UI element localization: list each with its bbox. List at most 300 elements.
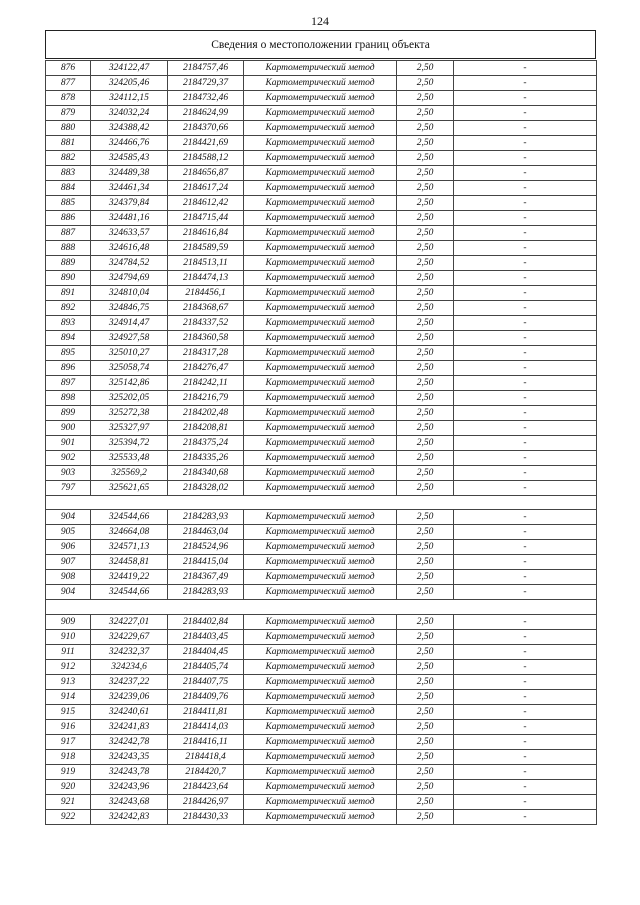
empty-cell [397,600,454,614]
method-cell: Картометрический метод [244,659,397,674]
coord-y-cell: 2184283,93 [168,585,244,600]
method-cell: Картометрический метод [244,181,397,196]
accuracy-cell: 2,50 [397,674,454,689]
point-number-cell: 883 [46,166,91,181]
method-cell: Картометрический метод [244,779,397,794]
table-row [46,361,597,376]
description-cell: - [454,585,597,600]
coord-y-cell: 2184370,66 [168,121,244,136]
table-row [46,540,597,555]
table-row [46,136,597,151]
accuracy-cell: 2,50 [397,391,454,406]
table-row [46,481,597,496]
point-number-cell: 915 [46,704,91,719]
coord-x-cell: 324544,66 [91,510,168,525]
method-cell: Картометрический метод [244,629,397,644]
method-cell: Картометрический метод [244,376,397,391]
point-number-cell: 886 [46,211,91,226]
coord-y-cell: 2184404,45 [168,644,244,659]
description-cell: - [454,644,597,659]
method-cell: Картометрический метод [244,794,397,809]
coord-y-cell: 2184612,42 [168,196,244,211]
method-cell: Картометрический метод [244,391,397,406]
method-cell: Картометрический метод [244,151,397,166]
coord-x-cell: 324239,06 [91,689,168,704]
description-cell: - [454,331,597,346]
table-row [46,704,597,719]
description-cell: - [454,151,597,166]
accuracy-cell: 2,50 [397,181,454,196]
point-number-cell: 919 [46,764,91,779]
accuracy-cell: 2,50 [397,540,454,555]
point-number-cell: 893 [46,316,91,331]
method-cell: Картометрический метод [244,136,397,151]
accuracy-cell: 2,50 [397,91,454,106]
accuracy-cell: 2,50 [397,466,454,481]
group-separator-row [46,496,597,510]
coord-x-cell: 324232,37 [91,644,168,659]
table-row [46,719,597,734]
coord-x-cell: 324237,22 [91,674,168,689]
method-cell: Картометрический метод [244,704,397,719]
description-cell: - [454,764,597,779]
accuracy-cell: 2,50 [397,689,454,704]
point-number-cell: 914 [46,689,91,704]
method-cell: Картометрический метод [244,809,397,824]
coord-y-cell: 2184715,44 [168,211,244,226]
method-cell: Картометрический метод [244,226,397,241]
empty-cell [244,600,397,614]
description-cell: - [454,391,597,406]
coord-x-cell: 324616,48 [91,241,168,256]
description-cell: - [454,181,597,196]
coord-x-cell: 324810,04 [91,286,168,301]
coord-x-cell: 324388,42 [91,121,168,136]
table-row [46,510,597,525]
boundary-table [45,60,597,825]
coord-y-cell: 2184242,11 [168,376,244,391]
table-row [46,585,597,600]
table-row [46,226,597,241]
accuracy-cell: 2,50 [397,151,454,166]
point-number-cell: 922 [46,809,91,824]
method-cell: Картометрический метод [244,689,397,704]
table-row [46,689,597,704]
accuracy-cell: 2,50 [397,764,454,779]
empty-cell [454,600,597,614]
coord-x-cell: 324227,01 [91,614,168,629]
coord-y-cell: 2184414,03 [168,719,244,734]
method-cell: Картометрический метод [244,91,397,106]
point-number-cell: 878 [46,91,91,106]
point-number-cell: 894 [46,331,91,346]
coord-y-cell: 2184757,46 [168,61,244,76]
point-number-cell: 880 [46,121,91,136]
coord-y-cell: 2184624,99 [168,106,244,121]
method-cell: Картометрический метод [244,271,397,286]
empty-cell [454,496,597,510]
method-cell: Картометрический метод [244,241,397,256]
description-cell: - [454,614,597,629]
method-cell: Картометрический метод [244,555,397,570]
description-cell: - [454,121,597,136]
accuracy-cell: 2,50 [397,136,454,151]
group-separator-row [46,600,597,614]
coord-y-cell: 2184513,11 [168,256,244,271]
point-number-cell: 876 [46,61,91,76]
point-number-cell: 884 [46,181,91,196]
accuracy-cell: 2,50 [397,331,454,346]
accuracy-cell: 2,50 [397,226,454,241]
method-cell: Картометрический метод [244,481,397,496]
coord-x-cell: 325202,05 [91,391,168,406]
coord-x-cell: 324205,46 [91,76,168,91]
accuracy-cell: 2,50 [397,406,454,421]
coord-y-cell: 2184368,67 [168,301,244,316]
empty-cell [244,496,397,510]
point-number-cell: 920 [46,779,91,794]
description-cell: - [454,540,597,555]
method-cell: Картометрический метод [244,749,397,764]
method-cell: Картометрический метод [244,719,397,734]
empty-cell [46,600,91,614]
description-cell: - [454,510,597,525]
coord-y-cell: 2184407,75 [168,674,244,689]
coord-x-cell: 325533,48 [91,451,168,466]
method-cell: Картометрический метод [244,674,397,689]
coord-y-cell: 2184360,58 [168,331,244,346]
method-cell: Картометрический метод [244,525,397,540]
table-row [46,121,597,136]
page-number: 124 [311,14,329,28]
coord-x-cell: 324241,83 [91,719,168,734]
coord-x-cell: 324419,22 [91,570,168,585]
table-title: Сведения о местоположении границ объекта [211,38,430,51]
accuracy-cell: 2,50 [397,734,454,749]
coord-x-cell: 325621,65 [91,481,168,496]
accuracy-cell: 2,50 [397,436,454,451]
description-cell: - [454,779,597,794]
accuracy-cell: 2,50 [397,719,454,734]
accuracy-cell: 2,50 [397,629,454,644]
method-cell: Картометрический метод [244,421,397,436]
description-cell: - [454,61,597,76]
coord-y-cell: 2184729,37 [168,76,244,91]
coord-x-cell: 324664,08 [91,525,168,540]
accuracy-cell: 2,50 [397,555,454,570]
coord-y-cell: 2184589,59 [168,241,244,256]
method-cell: Картометрический метод [244,331,397,346]
coord-y-cell: 2184463,04 [168,525,244,540]
description-cell: - [454,406,597,421]
coord-x-cell: 324794,69 [91,271,168,286]
point-number-cell: 910 [46,629,91,644]
accuracy-cell: 2,50 [397,794,454,809]
description-cell: - [454,809,597,824]
coord-x-cell: 324112,15 [91,91,168,106]
empty-cell [91,496,168,510]
coord-x-cell: 324243,68 [91,794,168,809]
table-body [46,61,597,825]
description-cell: - [454,91,597,106]
description-cell: - [454,211,597,226]
point-number-cell: 879 [46,106,91,121]
table-row [46,749,597,764]
coord-y-cell: 2184276,47 [168,361,244,376]
table-row [46,451,597,466]
table-row [46,76,597,91]
description-cell: - [454,555,597,570]
table-row [46,316,597,331]
point-number-cell: 902 [46,451,91,466]
description-cell: - [454,421,597,436]
point-number-cell: 909 [46,614,91,629]
point-number-cell: 907 [46,555,91,570]
table-row [46,809,597,824]
accuracy-cell: 2,50 [397,211,454,226]
description-cell: - [454,674,597,689]
coord-x-cell: 324571,13 [91,540,168,555]
coord-x-cell: 324585,43 [91,151,168,166]
accuracy-cell: 2,50 [397,659,454,674]
coord-x-cell: 325142,86 [91,376,168,391]
description-cell: - [454,226,597,241]
method-cell: Картометрический метод [244,734,397,749]
method-cell: Картометрический метод [244,540,397,555]
description-cell: - [454,361,597,376]
coord-y-cell: 2184415,04 [168,555,244,570]
method-cell: Картометрический метод [244,570,397,585]
coord-y-cell: 2184405,74 [168,659,244,674]
empty-cell [168,496,244,510]
description-cell: - [454,196,597,211]
point-number-cell: 913 [46,674,91,689]
description-cell: - [454,316,597,331]
method-cell: Картометрический метод [244,256,397,271]
empty-cell [46,496,91,510]
description-cell: - [454,689,597,704]
point-number-cell: 904 [46,585,91,600]
description-cell: - [454,376,597,391]
coord-y-cell: 2184426,97 [168,794,244,809]
accuracy-cell: 2,50 [397,779,454,794]
coord-x-cell: 324927,58 [91,331,168,346]
table-row [46,674,597,689]
accuracy-cell: 2,50 [397,570,454,585]
table-row [46,659,597,674]
point-number-cell: 890 [46,271,91,286]
table-row [46,301,597,316]
coord-x-cell: 324489,38 [91,166,168,181]
point-number-cell: 898 [46,391,91,406]
empty-cell [397,496,454,510]
point-number-cell: 900 [46,421,91,436]
table-row [46,734,597,749]
description-cell: - [454,659,597,674]
method-cell: Картометрический метод [244,764,397,779]
point-number-cell: 906 [46,540,91,555]
table-row [46,196,597,211]
method-cell: Картометрический метод [244,451,397,466]
method-cell: Картометрический метод [244,466,397,481]
accuracy-cell: 2,50 [397,286,454,301]
point-number-cell: 885 [46,196,91,211]
description-cell: - [454,346,597,361]
table-row [46,241,597,256]
accuracy-cell: 2,50 [397,704,454,719]
coord-y-cell: 2184430,33 [168,809,244,824]
table-row [46,376,597,391]
description-cell: - [454,629,597,644]
method-cell: Картометрический метод [244,211,397,226]
coord-y-cell: 2184732,46 [168,91,244,106]
table-row [46,331,597,346]
accuracy-cell: 2,50 [397,585,454,600]
coord-x-cell: 325569,2 [91,466,168,481]
coord-x-cell: 324122,47 [91,61,168,76]
method-cell: Картометрический метод [244,61,397,76]
accuracy-cell: 2,50 [397,451,454,466]
coord-y-cell: 2184474,13 [168,271,244,286]
method-cell: Картометрический метод [244,76,397,91]
table-row [46,570,597,585]
description-cell: - [454,271,597,286]
accuracy-cell: 2,50 [397,121,454,136]
description-cell: - [454,166,597,181]
description-cell: - [454,466,597,481]
empty-cell [168,600,244,614]
description-cell: - [454,734,597,749]
accuracy-cell: 2,50 [397,614,454,629]
coord-y-cell: 2184337,52 [168,316,244,331]
point-number-cell: 895 [46,346,91,361]
coord-x-cell: 324466,76 [91,136,168,151]
accuracy-cell: 2,50 [397,76,454,91]
table-row [46,555,597,570]
coord-x-cell: 325327,97 [91,421,168,436]
table-row [46,271,597,286]
description-cell: - [454,481,597,496]
table-row [46,151,597,166]
coord-y-cell: 2184420,7 [168,764,244,779]
table-row [46,779,597,794]
table-row [46,106,597,121]
table-row [46,391,597,406]
coord-y-cell: 2184375,24 [168,436,244,451]
coord-y-cell: 2184524,96 [168,540,244,555]
description-cell: - [454,76,597,91]
method-cell: Картометрический метод [244,196,397,211]
coord-y-cell: 2184216,79 [168,391,244,406]
method-cell: Картометрический метод [244,436,397,451]
accuracy-cell: 2,50 [397,481,454,496]
accuracy-cell: 2,50 [397,61,454,76]
coord-x-cell: 324234,6 [91,659,168,674]
accuracy-cell: 2,50 [397,241,454,256]
coord-y-cell: 2184317,28 [168,346,244,361]
point-number-cell: 889 [46,256,91,271]
coord-x-cell: 324243,78 [91,764,168,779]
point-number-cell: 911 [46,644,91,659]
table-row [46,181,597,196]
coord-y-cell: 2184402,84 [168,614,244,629]
description-cell: - [454,451,597,466]
table-header [45,30,596,59]
point-number-cell: 797 [46,481,91,496]
point-number-cell: 912 [46,659,91,674]
coord-x-cell: 324544,66 [91,585,168,600]
method-cell: Картометрический метод [244,644,397,659]
coord-x-cell: 324243,96 [91,779,168,794]
description-cell: - [454,525,597,540]
description-cell: - [454,136,597,151]
accuracy-cell: 2,50 [397,106,454,121]
coord-y-cell: 2184617,24 [168,181,244,196]
coord-y-cell: 2184418,4 [168,749,244,764]
coord-x-cell: 324846,75 [91,301,168,316]
coord-y-cell: 2184202,48 [168,406,244,421]
table-row [46,166,597,181]
point-number-cell: 881 [46,136,91,151]
point-number-cell: 903 [46,466,91,481]
empty-cell [91,600,168,614]
coord-x-cell: 324379,84 [91,196,168,211]
coord-x-cell: 324243,35 [91,749,168,764]
point-number-cell: 904 [46,510,91,525]
coord-x-cell: 324481,16 [91,211,168,226]
point-number-cell: 918 [46,749,91,764]
table-row [46,421,597,436]
accuracy-cell: 2,50 [397,271,454,286]
coord-y-cell: 2184416,11 [168,734,244,749]
accuracy-cell: 2,50 [397,644,454,659]
coord-y-cell: 2184588,12 [168,151,244,166]
description-cell: - [454,749,597,764]
point-number-cell: 905 [46,525,91,540]
table-row [46,211,597,226]
description-cell: - [454,570,597,585]
table-row [46,794,597,809]
coord-x-cell: 324229,67 [91,629,168,644]
coord-x-cell: 324461,34 [91,181,168,196]
description-cell: - [454,436,597,451]
coord-x-cell: 324458,81 [91,555,168,570]
coord-y-cell: 2184328,02 [168,481,244,496]
method-cell: Картометрический метод [244,166,397,181]
table-row [46,466,597,481]
coord-x-cell: 325010,27 [91,346,168,361]
table-row [46,406,597,421]
description-cell: - [454,704,597,719]
coord-y-cell: 2184335,26 [168,451,244,466]
coord-y-cell: 2184656,87 [168,166,244,181]
table-row [46,256,597,271]
coord-x-cell: 324240,61 [91,704,168,719]
point-number-cell: 888 [46,241,91,256]
coord-x-cell: 324242,83 [91,809,168,824]
table-row [46,644,597,659]
accuracy-cell: 2,50 [397,196,454,211]
point-number-cell: 901 [46,436,91,451]
point-number-cell: 897 [46,376,91,391]
point-number-cell: 892 [46,301,91,316]
coord-y-cell: 2184616,84 [168,226,244,241]
point-number-cell: 921 [46,794,91,809]
point-number-cell: 896 [46,361,91,376]
point-number-cell: 887 [46,226,91,241]
point-number-cell: 916 [46,719,91,734]
point-number-cell: 908 [46,570,91,585]
